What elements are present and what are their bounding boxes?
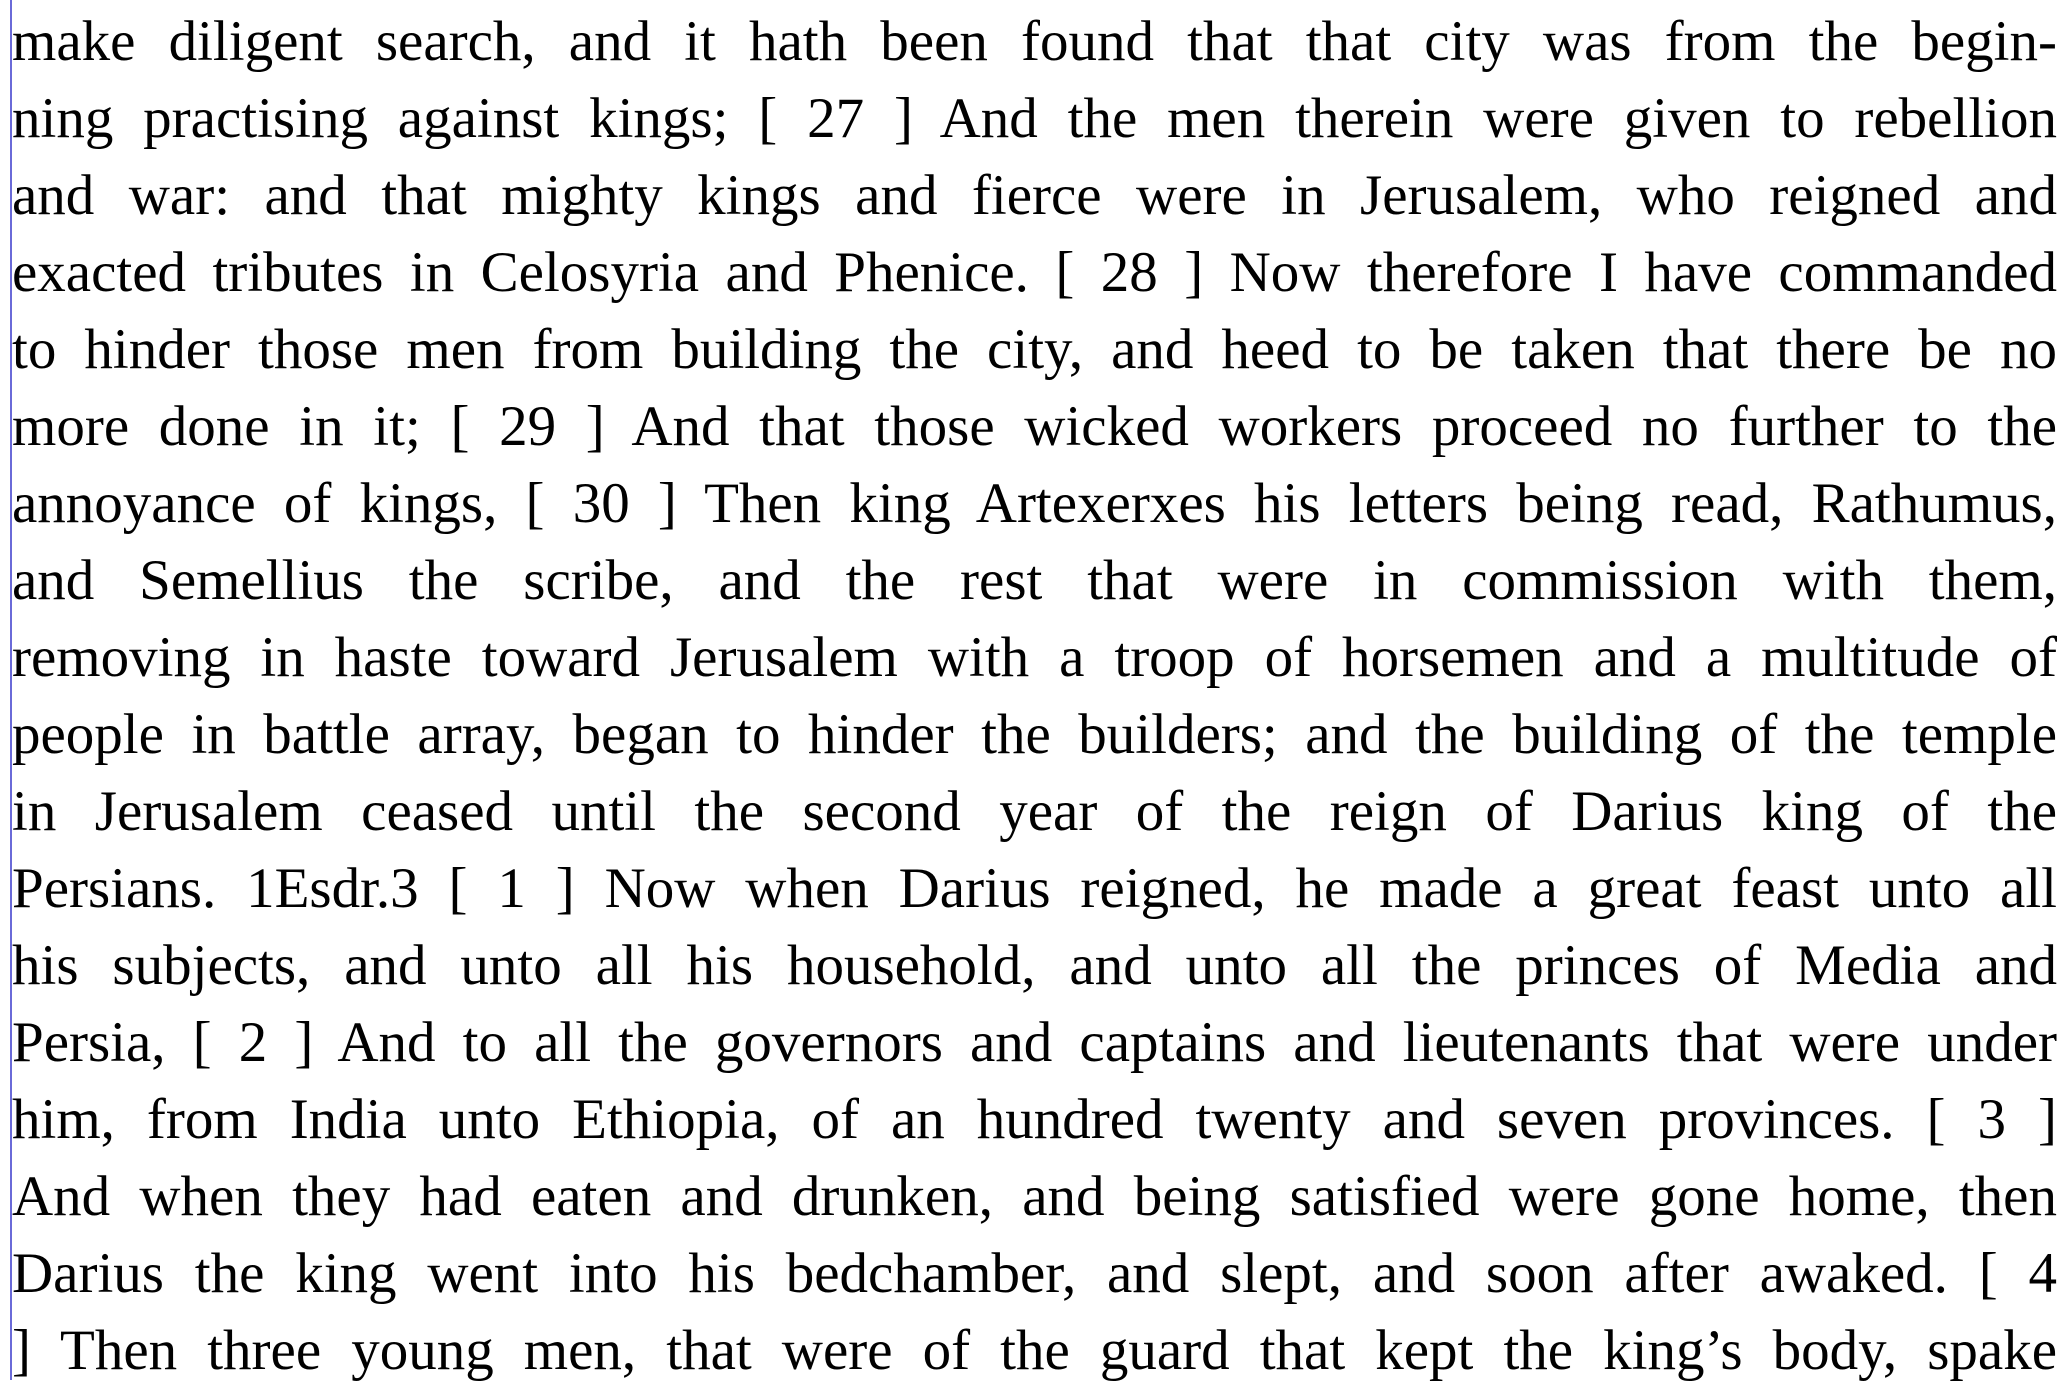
text-line: Persia, [ 2 ] And to all the governors and captains and lieutenants that were under <box>12 1011 2057 1074</box>
text-line: to hinder those men from building the city, and heed to be taken that there be no <box>12 318 2057 381</box>
text-line: annoyance of kings, [ 30 ] Then king Artexerxes his letters being read, Rathumus, <box>12 472 2057 535</box>
text-line: removing in haste toward Jerusalem with a troop of horsemen and a multitude of <box>12 626 2057 689</box>
text-line: Persians. 1Esdr.3 [ 1 ] Now when Darius reigned, he made a great feast unto all <box>12 857 2057 920</box>
text-line: him, from India unto Ethiopia, of an hundred twenty and seven provinces. [ 3 ] <box>12 1088 2057 1151</box>
text-line: in Jerusalem ceased until the second year of the reign of Darius king of the <box>12 780 2057 843</box>
text-line: more done in it; [ 29 ] And that those wicked workers proceed no further to the <box>12 395 2057 458</box>
text-line: And when they had eaten and drunken, and being satisfied were gone home, then <box>12 1165 2057 1228</box>
text-line: and Semellius the scribe, and the rest that were in commission with them, <box>12 549 2057 612</box>
document-body <box>12 0 2057 1389</box>
text-line: people in battle array, began to hinder the builders; and the building of the temple <box>12 703 2057 766</box>
text-line: his subjects, and unto all his household, and unto all the princes of Media and <box>12 934 2057 997</box>
text-line: ] Then three young men, that were of the guard that kept the king’s body, spake <box>12 1319 2057 1382</box>
text-line: ning practising against kings; [ 27 ] And the men therein were given to rebellion <box>12 87 2057 150</box>
text-line: make diligent search, and it hath been found that that city was from the begin- <box>12 10 2057 73</box>
text-line: Darius the king went into his bedchamber, and slept, and soon after awaked. [ 4 <box>12 1242 2057 1305</box>
text-line: and war: and that mighty kings and fierce were in Jerusalem, who reigned and <box>12 164 2057 227</box>
text-line: exacted tributes in Celosyria and Phenice. [ 28 ] Now therefore I have commanded <box>12 241 2057 304</box>
